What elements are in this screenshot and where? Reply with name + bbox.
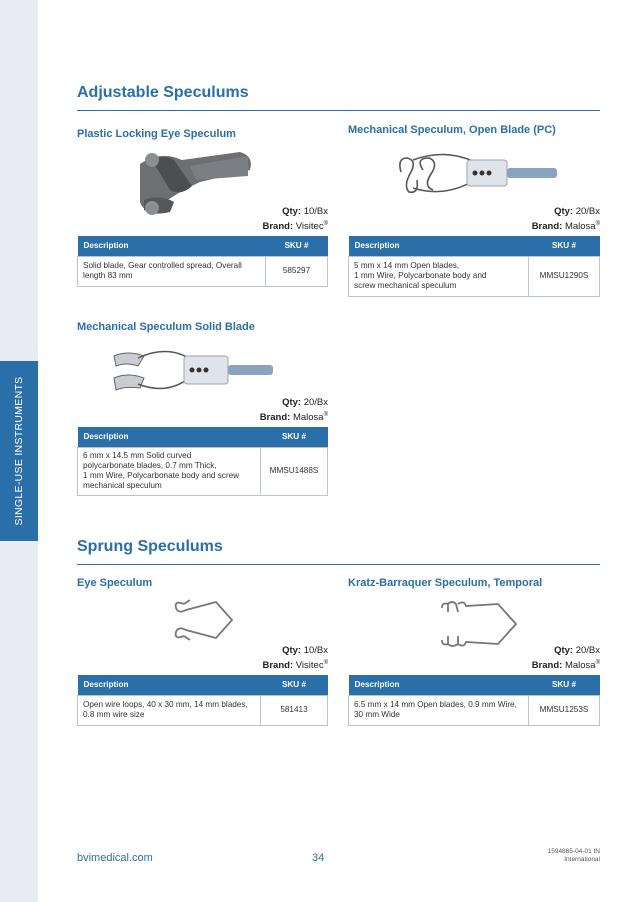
col-sku: SKU # bbox=[261, 675, 328, 695]
table-row bbox=[349, 256, 600, 296]
col-description: Description bbox=[349, 675, 529, 695]
table-row bbox=[78, 256, 328, 286]
product-meta bbox=[178, 205, 328, 233]
sku-cell: 585297 bbox=[266, 256, 328, 286]
description-cell: Solid blade, Gear controlled spread, Overall length 83 mm bbox=[78, 256, 266, 286]
section-title-adjustable: Adjustable Speculums bbox=[77, 84, 249, 101]
description-cell: Open wire loops, 40 x 30 mm, 14 mm blades, 0.8 mm wire size bbox=[78, 695, 261, 725]
product-meta bbox=[178, 396, 328, 424]
brand-label: Brand: bbox=[262, 221, 294, 233]
product-title: Mechanical Speculum, Open Blade (PC) bbox=[348, 124, 556, 136]
product-image bbox=[395, 150, 565, 198]
qty-label: Qty: bbox=[282, 645, 302, 656]
page-number: 34 bbox=[312, 852, 325, 864]
brand-mark: ® bbox=[323, 660, 328, 666]
product-image bbox=[108, 346, 278, 396]
brand-mark: ® bbox=[323, 412, 328, 418]
description-cell: 6 mm x 14.5 mm Solid curved polycarbonate blades, 0.7 mm Thick, 1 mm Wire, Polycarbonate body and screw mechanical speculum bbox=[78, 447, 261, 495]
product-image bbox=[170, 594, 240, 646]
col-sku: SKU # bbox=[266, 236, 328, 256]
qty-value: 20/Bx bbox=[575, 645, 600, 656]
section-divider bbox=[77, 110, 600, 111]
table-row bbox=[78, 447, 328, 495]
product-title: Mechanical Speculum Solid Blade bbox=[77, 321, 255, 333]
qty-label: Qty: bbox=[282, 397, 302, 408]
qty-value: 10/Bx bbox=[303, 645, 328, 656]
document-id bbox=[480, 848, 600, 864]
document-number: 1594865-04-01 IN bbox=[547, 848, 600, 855]
brand-value: Visitec bbox=[295, 660, 324, 672]
col-sku: SKU # bbox=[261, 427, 328, 447]
col-description: Description bbox=[78, 675, 261, 695]
table-row bbox=[349, 695, 600, 725]
col-description: Description bbox=[349, 236, 529, 256]
col-sku: SKU # bbox=[529, 675, 600, 695]
col-sku: SKU # bbox=[529, 236, 600, 256]
brand-label: Brand: bbox=[262, 660, 294, 672]
section-tab-label: SINGLE-USE INSTRUMENTS bbox=[13, 376, 25, 526]
qty-value: 20/Bx bbox=[575, 206, 600, 217]
section-title-sprung: Sprung Speculums bbox=[77, 538, 223, 555]
product-title: Kratz-Barraquer Speculum, Temporal bbox=[348, 577, 543, 589]
description-cell: 6.5 mm x 14 mm Open blades, 0.9 mm Wire, 30 mm Wide bbox=[349, 695, 529, 725]
product-table bbox=[77, 675, 328, 726]
sku-cell: MMSU1253S bbox=[529, 695, 600, 725]
product-table bbox=[77, 236, 328, 287]
sku-cell: 581413 bbox=[261, 695, 328, 725]
qty-label: Qty: bbox=[282, 206, 302, 217]
product-title: Plastic Locking Eye Speculum bbox=[77, 128, 236, 140]
col-description: Description bbox=[78, 236, 266, 256]
section-tab[interactable] bbox=[0, 361, 38, 541]
brand-value: Malosa bbox=[564, 660, 596, 672]
footer-website-link[interactable]: bvimedical.com bbox=[77, 852, 153, 864]
product-table bbox=[348, 675, 600, 726]
document-region: International bbox=[564, 856, 600, 863]
product-meta bbox=[450, 205, 600, 233]
brand-label: Brand: bbox=[259, 412, 291, 424]
product-table bbox=[348, 236, 600, 297]
brand-mark: ® bbox=[595, 221, 600, 227]
table-row bbox=[78, 695, 328, 725]
product-title: Eye Speculum bbox=[77, 577, 153, 589]
brand-mark: ® bbox=[595, 660, 600, 666]
col-description: Description bbox=[78, 427, 261, 447]
section-divider bbox=[77, 564, 600, 565]
product-meta bbox=[178, 644, 328, 672]
qty-label: Qty: bbox=[554, 645, 574, 656]
brand-value: Malosa bbox=[292, 412, 324, 424]
sku-cell: MMSU1488S bbox=[261, 447, 328, 495]
sku-cell: MMSU1290S bbox=[529, 256, 600, 296]
qty-value: 10/Bx bbox=[303, 206, 328, 217]
description-cell: 5 mm x 14 mm Open blades, 1 mm Wire, Polycarbonate body and screw mechanical speculum bbox=[349, 256, 529, 296]
product-table bbox=[77, 427, 328, 496]
qty-value: 20/Bx bbox=[303, 397, 328, 408]
product-meta bbox=[450, 644, 600, 672]
brand-value: Malosa bbox=[564, 221, 596, 233]
brand-label: Brand: bbox=[531, 221, 563, 233]
brand-label: Brand: bbox=[531, 660, 563, 672]
brand-mark: ® bbox=[323, 221, 328, 227]
brand-value: Visitec bbox=[295, 221, 324, 233]
qty-label: Qty: bbox=[554, 206, 574, 217]
